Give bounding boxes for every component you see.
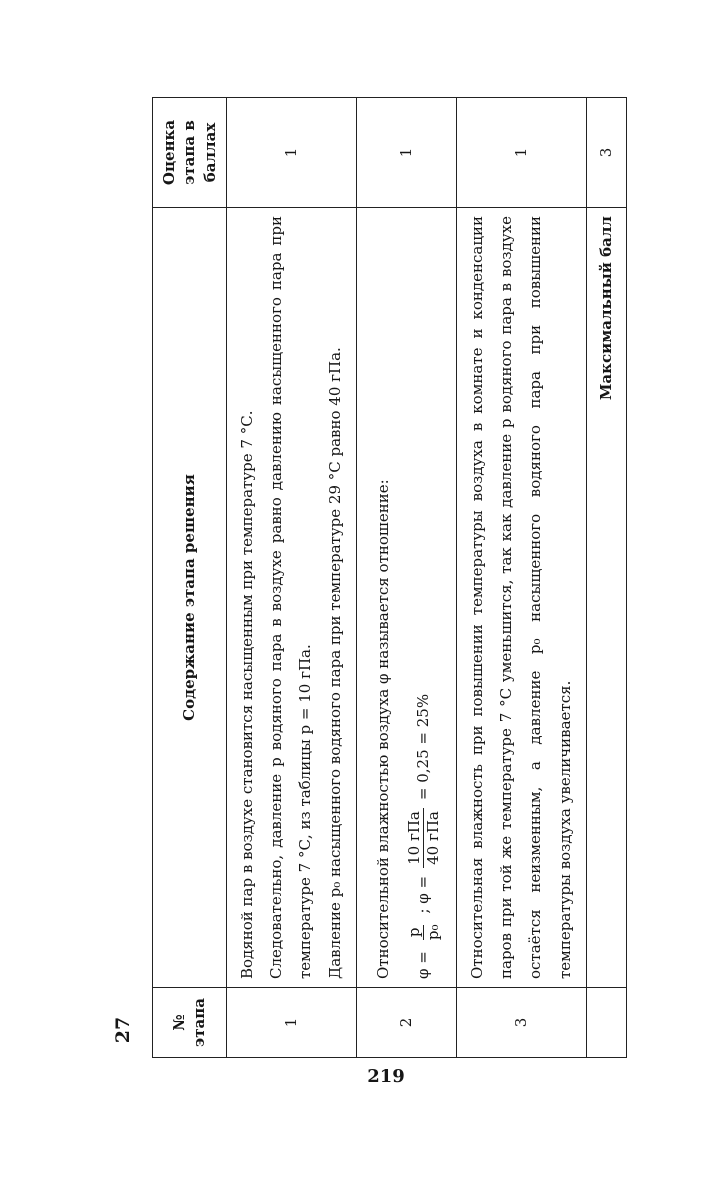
row-1-line-2: Следовательно, давление p водяного пара в воздухе равно давлению насыщенного пара при температуре 7 °С, из таблицы p = 10 гПа. [267, 216, 315, 979]
formula-fraction-2 [405, 808, 444, 868]
row-3-content [456, 208, 586, 988]
max-score-value: 3 [586, 98, 626, 208]
row-2-score: 1 [356, 98, 456, 208]
table-row [356, 98, 456, 1058]
page-number: 219 [367, 1066, 405, 1087]
header-score: Оценка этапа в баллах [153, 98, 227, 208]
formula-frac2-denominator: 40 гПа [424, 811, 443, 865]
formula-phi-eq: φ = [414, 951, 433, 979]
formula-frac2-numerator: 10 гПа [405, 808, 425, 868]
table-header-row [153, 98, 227, 1058]
row-3-line-1: Относительная влажность при повышении температуры воздуха в комнате и конденсации паров при той же температуре 7 °С уменьшится, так как давление p водяного пара в воздухе остаётся неизменным, а давление p₀ насыщенного водяного пара при повышении температуры воздуха увеличивается. [467, 216, 574, 979]
table-row [456, 98, 586, 1058]
formula-fraction-1 [405, 922, 444, 944]
row-1-line-3: Давление p₀ насыщенного водяного пара при температуре 29 °С равно 40 гПа. [325, 347, 344, 979]
max-score-row [586, 98, 626, 1058]
table-row [226, 98, 356, 1058]
row-2-line-1: Относительной влажностью воздуха φ называется отношение: [374, 479, 393, 979]
max-row-empty-cell [586, 988, 626, 1058]
problem-number: 27 [112, 1016, 134, 1044]
row-3-score: 1 [456, 98, 586, 208]
grading-table-rotated [152, 98, 614, 1058]
row-2-stage: 2 [356, 988, 456, 1058]
header-stage: № этапа [153, 988, 227, 1058]
max-score-label: Максимальный балл [586, 208, 626, 988]
row-1-score: 1 [226, 98, 356, 208]
row-3-stage: 3 [456, 988, 586, 1058]
row-2-content [356, 208, 456, 988]
row-1-line-1: Водяной пар в воздухе становится насыщенным при температуре 7 °С. [237, 410, 256, 979]
formula-frac1-numerator: p [405, 925, 425, 941]
grading-table-wrapper [152, 98, 614, 1058]
humidity-formula [405, 216, 444, 979]
row-1-content [226, 208, 356, 988]
grading-table [152, 97, 627, 1058]
row-1-stage: 1 [226, 988, 356, 1058]
header-content: Содержание этапа решения [153, 208, 227, 988]
formula-result: = 0,25 = 25% [414, 693, 433, 801]
formula-separator: ; φ = [414, 875, 433, 914]
formula-frac1-denominator: p₀ [424, 924, 443, 941]
